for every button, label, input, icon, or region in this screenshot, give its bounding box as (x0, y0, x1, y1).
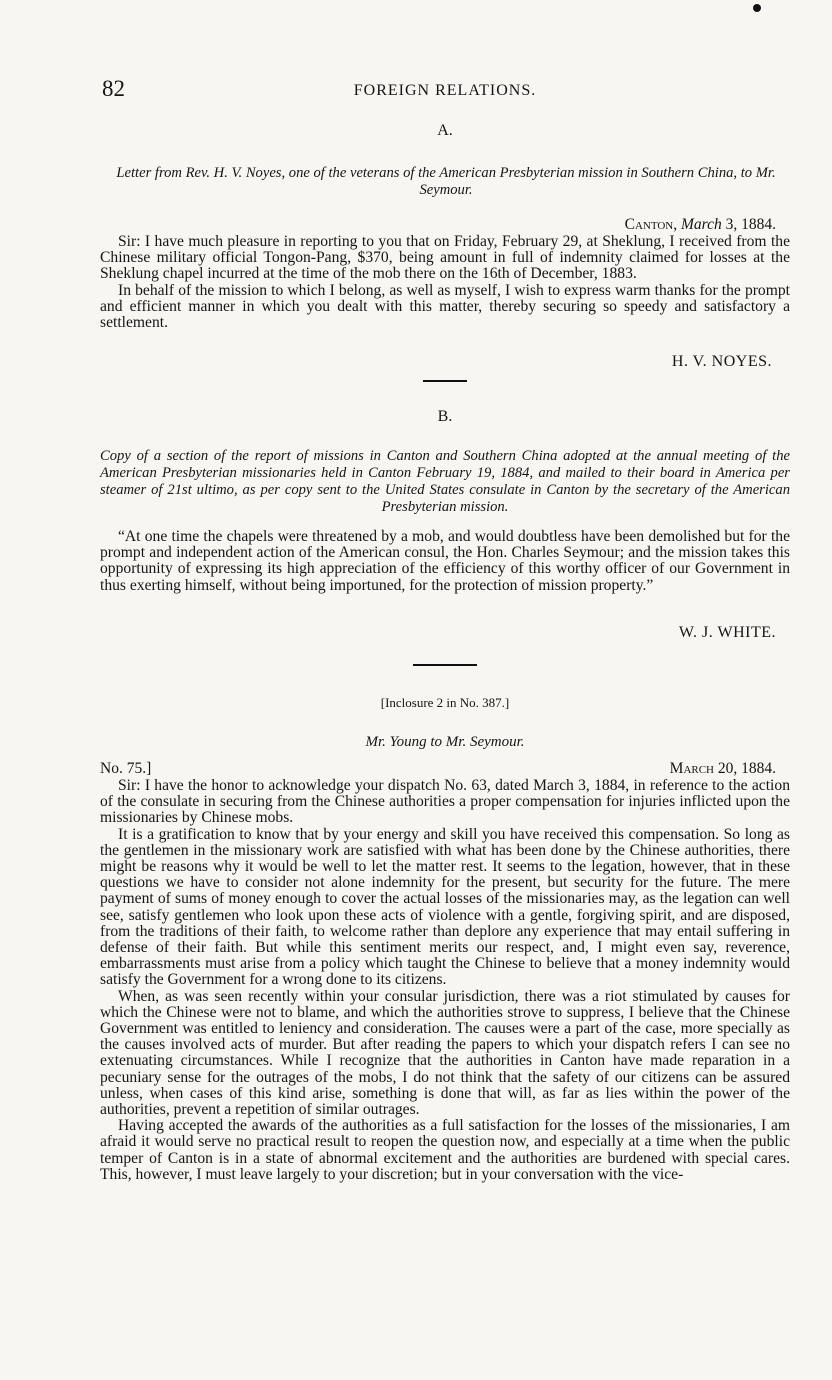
young-letter-paragraph: When, as was seen recently within your consular jurisdiction, there was a riot stimulated by causes for which the Chinese were not to blame, and which the authorities strove to suppress, I believe that the Chinese Government was entitled to leniency and consideration. The causes were a part of the case, more specially as the causes involved acts of murder. But after reading the papers to which your dispatch refers I can see no extenuating circumstances. While I recognize that the authorities in Canton have made reparation in a pecuniary sense for the outrages of the mobs, I do not think that the safety of our citizens can be assured unless, when cases of this kind arise, something is done that will, as far as lies within the power of the authorities, prevent a repetition of similar outrages. (100, 987, 790, 1119)
young-letter-date-rest: 20, 1884. (717, 760, 776, 777)
section-b-heading: Copy of a section of the report of missions in Canton and Southern China adopted at the annual meeting of the American Presbyterian missionaries held in Canton February 19, 1884, and mailed to their board in America per steamer of 21st ultimo, as per copy sent to the United States consulate in Canton by the secretary of the American Presbyterian mission. (100, 448, 790, 515)
section-a-date-rest: 3, 1884. (725, 216, 776, 233)
section-b-quote-block (100, 529, 790, 594)
section-b-divider (100, 664, 790, 666)
young-letter-dateline (100, 760, 790, 778)
section-a-divider (100, 380, 790, 382)
section-b-signature: W. J. WHITE. (678, 624, 776, 641)
young-letter-date-month: March (669, 760, 714, 777)
dispatch-number: No. 75.] (100, 760, 152, 777)
young-letter-paragraph: It is a gratification to know that by your energy and skill you have received this compensation. So long as the gentlemen in the missionary work are satisfied with what has been done by the Chinese authorities, there might be reasons why it would be well to let the matter rest. It seems to the legation, however, that in these questions we have to consider not alone indemnity for the present, but security for the future. The mere payment of sums of money enough to cover the actual losses of the missionaries may, as the legation can well see, satisfy gentlemen who look upon these acts of violence with a gentle, forgiving spirit, and are disposed, from the traditions of their faith, to welcome rather than deplore any experience that may entail suffering in defense of their faith. But while this sentiment merits our respect, and, I might even say, reverence, embarrassments must arise from a policy which taught the Chinese to believe that a money indemnity would satisfy the Government for a wrong done to its citizens. (100, 825, 790, 989)
young-letter-body (100, 778, 790, 1183)
young-letter-date (670, 760, 776, 778)
young-letter-heading: Mr. Young to Mr. Seymour. (365, 734, 525, 750)
section-b-quote: “At one time the chapels were threatened by a mob, and would doubtless have been demolished but for the prompt and independent action of the American consul, the Hon. Charles Seymour; and the mission takes this opportunity of expressing its high appreciation of the efficiency of this worthy officer of our Government in thus exerting himself, without being importuned, for the protection of mission property.” (100, 528, 790, 594)
section-b-letter: B. (437, 408, 453, 425)
inclosure-label: [Inclosure 2 in No. 387.] (380, 695, 510, 710)
young-letter-paragraph: Having accepted the awards of the authorities as a full satisfaction for the losses of the missionaries, I am afraid it would serve no practical result to reopen the question now, and especially at a time when the public temper of Canton is in a state of abnormal excitement and the authorities are burdened with special cares. This, however, I must leave largely to your discretion; but in your conversation with the vice- (100, 1117, 790, 1183)
section-a-paragraph: Sir: I have much pleasure in reporting to you that on Friday, February 29, at Sheklung, I received from the Chinese military official Tongon-Pang, $370, being amount in full of indemnity claimed for losses at the Sheklung chapel incurred at the time of the mob there on the 16th of December, 1883. (100, 233, 790, 283)
section-a-body (100, 234, 790, 331)
section-a-signature: H. V. NOYES. (671, 353, 772, 370)
section-a-place: Canton, (624, 216, 678, 233)
document-page (100, 0, 790, 1380)
section-a-date (100, 216, 776, 234)
page-number: 82 (102, 76, 125, 101)
section-a-paragraph: In behalf of the mission to which I belong, as well as myself, I wish to express warm thanks for the prompt and efficient manner in which you dealt with this matter, thereby securing so speedy and satisfactory a settlement. (100, 281, 790, 332)
section-a-heading: Letter from Rev. H. V. Noyes, one of the veterans of the American Presbyterian mission in Southern China, to Mr. Seymour. (116, 165, 776, 198)
young-letter-paragraph: Sir: I have the honor to acknowledge your dispatch No. 63, dated March 3, 1884, in reference to the action of the consulate in securing from the Chinese authorities a proper compensation for injuries inflicted upon the missionaries by Chinese mobs. (100, 777, 790, 827)
section-a-letter: A. (437, 122, 453, 139)
running-title: FOREIGN RELATIONS. (353, 82, 537, 99)
section-a-date-month: March (681, 216, 722, 233)
page-header (100, 76, 790, 106)
